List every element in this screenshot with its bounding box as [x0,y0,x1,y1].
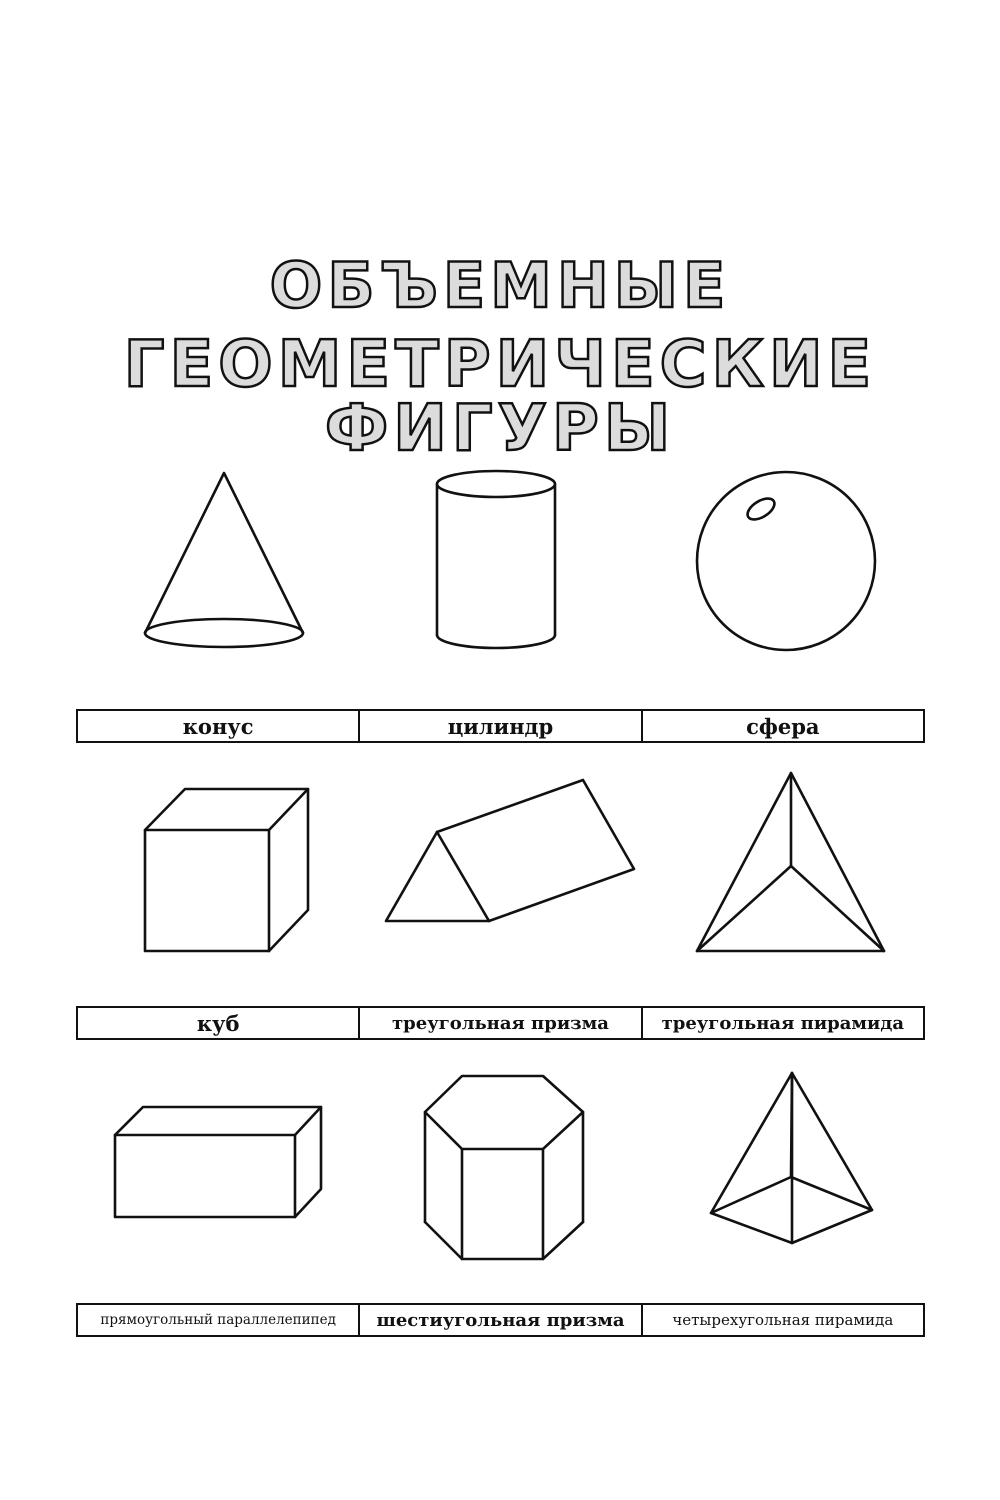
page-title-line1: ОБЪЕМНЫЕ [269,249,731,322]
page-title-line2: ГЕОМЕТРИЧЕСКИЕ ФИГУРЫ [123,328,877,466]
label-quadrilateral-pyramid: четырехугольная пирамида [672,1311,894,1329]
label-rectangular-prism: прямоугольный параллелепипед [78,1305,360,1335]
label-triangular-pyramid: треугольная пирамида [661,1012,905,1034]
label-triangular-prism: треугольная призма [360,1008,642,1038]
label-row-3 [76,1303,925,1337]
label-cone: конус [78,711,360,741]
label-cube: куб [78,1008,360,1038]
label-cylinder: цилиндр [360,711,642,741]
label-sphere: сфера [746,713,820,739]
label-hexagonal-prism: шестиугольная призма [360,1305,642,1335]
